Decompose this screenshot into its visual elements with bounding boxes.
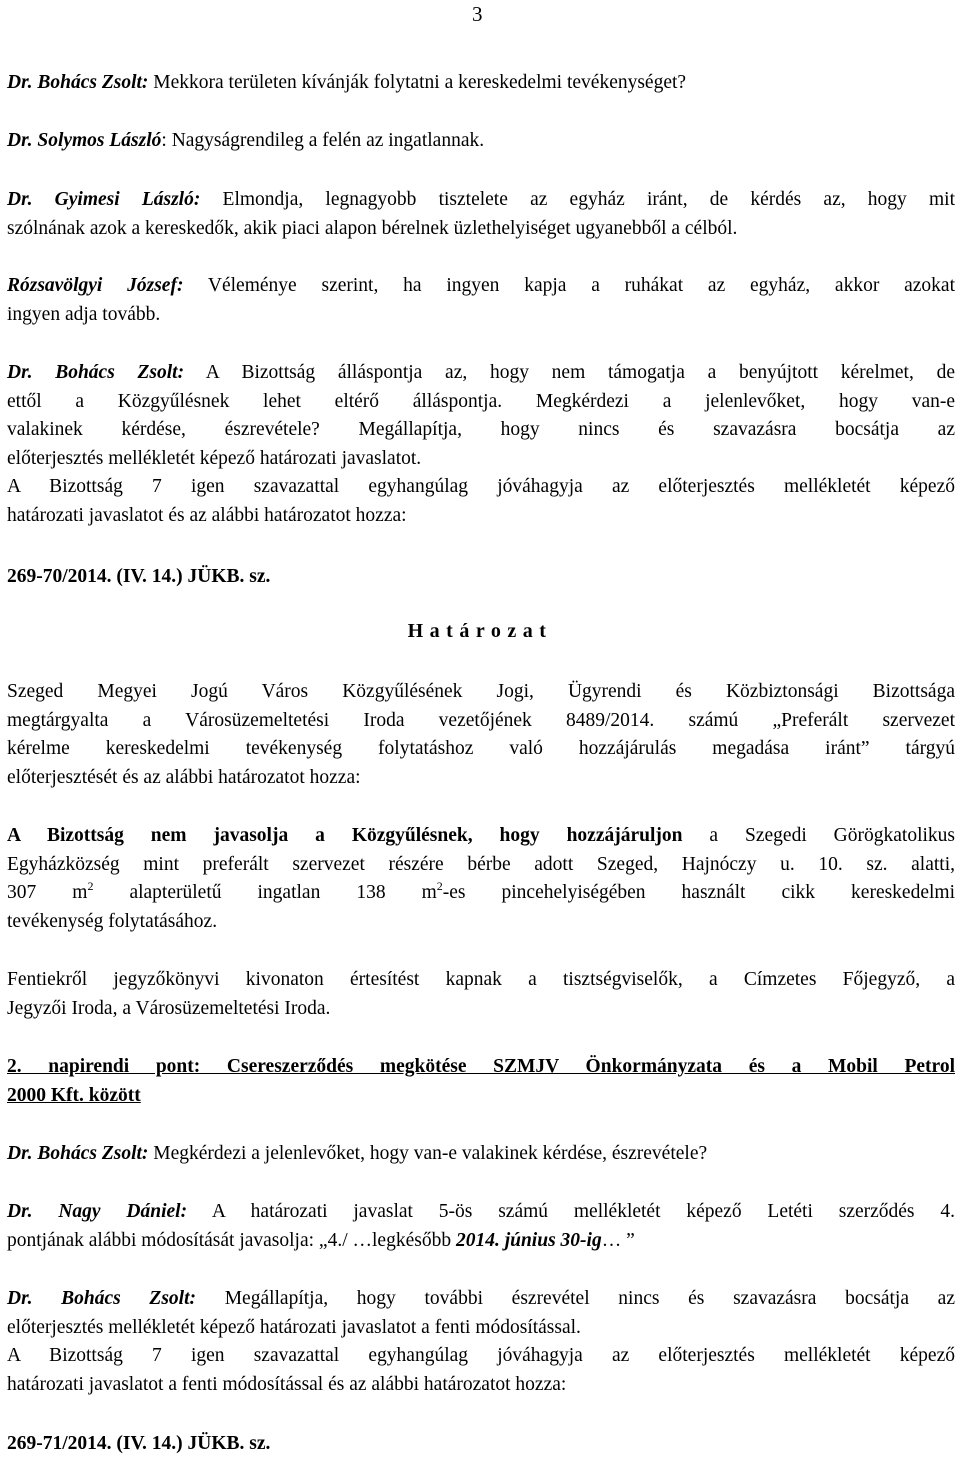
speaker-name: Rózsavölgyi József: — [7, 275, 184, 296]
paragraph-nagy: Dr. Nagy Dániel: A határozati javaslat 5-ös számú mellékletét képező Letéti szerződés 4. pontjának alábbi módosítását javasolja: „4./ …legkésőbb 2014. június 30-ig… ” — [7, 1201, 955, 1251]
resolution-number: 269-70/2014. (IV. 14.) JÜKB. sz. — [7, 566, 271, 587]
paragraph-bohacs-question-2: Dr. Bohács Zsolt: Megkérdezi a jelenlevőket, hogy van-e valakinek kérdése, észrevétele? — [7, 1143, 708, 1164]
paragraph-solymos-answer: Dr. Solymos László: Nagyságrendileg a felén az ingatlannak. — [7, 130, 485, 151]
speaker-name: Dr. Bohács Zsolt: — [7, 362, 185, 383]
paragraph-resolution-text: A Bizottság nem javasolja a Közgyűlésnek, hogy hozzájáruljon a Szegedi Görögkatolikus Egyházközség mint preferált szervezet részére bérbe adott Szeged, Hajnóczy u. 10. sz. alatti, 307 $m^2$ alapterületű ingatlan 138 $m^2-es$ pincehelyiségében használt cikk kereskedelmi tevékenység folytatásához. — [7, 825, 955, 932]
page-number: 3 — [472, 2, 483, 26]
resolution-number-2: 269-71/2014. (IV. 14.) JÜKB. sz. — [7, 1433, 271, 1454]
resolution-bold-statement: A Bizottság nem javasolja a Közgyűlésnek, hogy hozzájáruljon — [7, 825, 683, 846]
paragraph-bohacs-position: Dr. Bohács Zsolt: A Bizottság álláspontja az, hogy nem támogatja a benyújtott kérelmet, de ettől a Közgyűlésnek lehet eltérő álláspontja. Megkérdezi a jelenlevőket, hogy van-e valakinek kérdése, észrevétele? Megállapítja, hogy nincs és szavazásra bocsátja az előterjesztés mellékletét képező határozati javaslatot. A Bizottság 7 igen szavazattal egyhangúlag jóváhagyja az előterjesztés mellékletét képező határozati javaslatot és az alábbi határozatot hozza: — [7, 362, 955, 526]
paragraph-committee-decision: Szeged Megyei Jogú Város Közgyűlésének Jogi, Ügyrendi és Közbiztonsági Bizottsága megtárgyalta a Városüzemeltetési Iroda vezetőjének 8489/2014. számú „Preferált szervezet kérelme kereskedelmi tevékenység folytatáshoz való hozzájárulás megadása iránt” tárgyú előterjesztését és az alábbi határozatot hozza: — [7, 681, 955, 788]
paragraph-rozsavolgyi: Rózsavölgyi József: Véleménye szerint, ha ingyen kapja a ruhákat az egyház, akkor azokat ingyen adja tovább. — [7, 275, 955, 325]
speaker-name: Dr. Nagy Dániel: — [7, 1201, 188, 1222]
speaker-name: Dr. Solymos László — [7, 130, 162, 151]
speaker-name: Dr. Gyimesi László: — [7, 189, 201, 210]
speaker-name: Dr. Bohács Zsolt: — [7, 1288, 197, 1309]
paragraph-bohacs-question: Dr. Bohács Zsolt: Mekkora területen kívánják folytatni a kereskedelmi tevékenységet? — [7, 72, 687, 93]
paragraph-bohacs-vote: Dr. Bohács Zsolt: Megállapítja, hogy további észrevétel nincs és szavazásra bocsátja az előterjesztés mellékletét képező határozati javaslatot a fenti módosítással. A Bizottság 7 igen szavazattal egyhangúlag jóváhagyja az előterjesztés mellékletét képező határozati javaslatot a fenti módosítással és az alábbi határozatot hozza: — [7, 1288, 955, 1395]
speaker-name: Dr. Bohács Zsolt: — [7, 1143, 149, 1164]
speaker-name: Dr. Bohács Zsolt: — [7, 72, 149, 93]
agenda-item-heading: 2. napirendi pont: Csereszerződés megkötése SZMJV Önkormányzata és a Mobil Petrol 2000 Kft. között — [7, 1056, 955, 1106]
resolution-heading: Határozat — [407, 620, 553, 642]
paragraph-notification: Fentiekről jegyzőkönyvi kivonaton értesítést kapnak a tisztségviselők, a Címzetes Főjegyző, a Jegyzői Iroda, a Városüzemeltetési Iroda. — [7, 969, 955, 1019]
paragraph-gyimesi: Dr. Gyimesi László: Elmondja, legnagyobb tisztelete az egyház iránt, de kérdés az, hogy mit szólnának azok a kereskedők, akik piaci alapon bérelnek üzlethelyiséget ugyanebből a célból. — [7, 189, 955, 239]
